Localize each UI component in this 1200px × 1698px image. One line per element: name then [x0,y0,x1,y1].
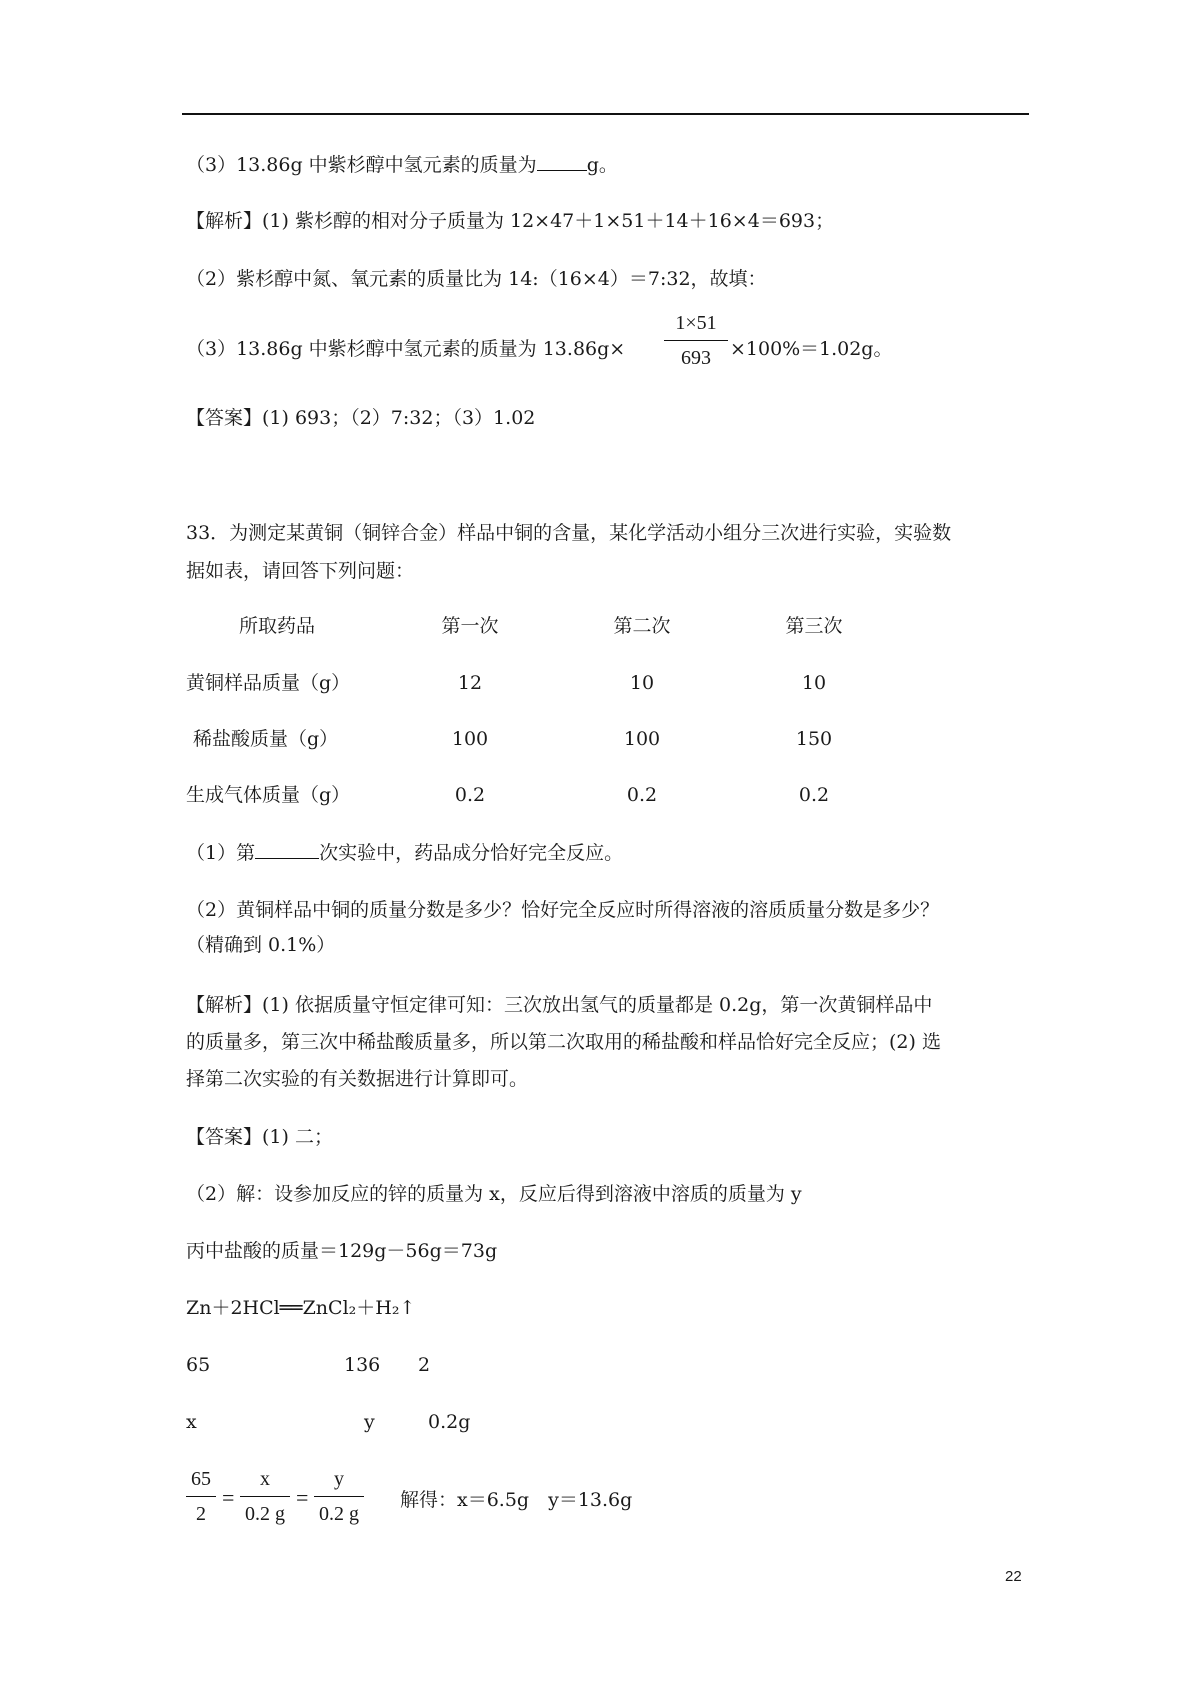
table-header: 所取药品 [238,615,315,637]
q32-analysis-3-post: ＝1.02g。 [800,338,893,360]
unknown-value: x [186,1411,197,1433]
proportion-denominator: 0.2 g [319,1503,359,1525]
table-row-label: 黄铜样品质量（g） [186,672,351,694]
table-cell: 100 [623,728,661,750]
table-header: 第三次 [785,615,843,637]
q33-q1-post: 次实验中，药品成分恰好完全反应。 [319,842,624,864]
table-cell: 150 [795,728,833,750]
table-row-label: 稀盐酸质量（g） [193,728,339,750]
q33-analysis-2: 的质量多，第三次中稀盐酸质量多，所以第二次取用的稀盐酸和样品恰好完全反应；(2) 选 [186,1031,941,1053]
table-cell: 10 [801,672,827,694]
fraction-numerator: 1×51 [675,312,717,334]
q33-answer-1: 【答案】(1) 二； [186,1126,333,1148]
q32-part3-text: （3）13.86g 中紫杉醇中氢元素的质量为 [186,154,537,176]
q33-analysis-3: 择第二次实验的有关数据进行计算即可。 [186,1068,529,1090]
equals-sign: = [222,1485,235,1510]
proportion-numerator: 65 [191,1468,211,1490]
answer-blank [537,150,587,171]
q33-q2-1: （2）黄铜样品中铜的质量分数是多少？恰好完全反应时所得溶液的溶质质量分数是多少？ [186,899,940,921]
fraction-hydrogen [664,310,728,371]
q32-analysis-1: 【解析】(1) 紫杉醇的相对分子质量为 12×47＋1×51＋14＋16×4＝693； [186,210,835,232]
fraction-bar [314,1496,364,1497]
proportion-fraction [240,1466,290,1527]
proportion-denominator: 2 [196,1503,206,1525]
table-cell: 10 [629,672,655,694]
table-cell: 0.2 [798,784,830,806]
molar-mass: 2 [418,1354,431,1376]
table-header: 第一次 [441,615,499,637]
equals-sign: = [296,1485,309,1510]
header-rule [182,113,1029,115]
table-header: 第二次 [613,615,671,637]
q33-stem-2: 据如表，请回答下列问题： [186,560,415,582]
q33-stem-1: 33．为测定某黄铜（铜锌合金）样品中铜的含量，某化学活动小组分三次进行实验，实验数 [186,522,952,544]
proportion-numerator: y [334,1468,344,1490]
q32-analysis-3-mid: ×100% [730,338,801,360]
table-cell: 0.2 [626,784,658,806]
fraction-bar [664,340,728,341]
q32-analysis-2: （2）紫杉醇中氮、氧元素的质量比为 14:（16×4）＝7:32，故填： [186,268,767,290]
q32-part3-end: g。 [586,154,618,176]
q32-analysis-3-pre: （3）13.86g 中紫杉醇中氢元素的质量为 13.86g× [186,338,626,360]
fraction-bar [186,1496,216,1497]
answer-blank [255,838,319,859]
fraction-denominator: 693 [681,347,711,369]
molar-mass: 65 [186,1354,211,1376]
q33-analysis-1: 【解析】(1) 依据质量守恒定律可知：三次放出氢气的质量都是 0.2g，第一次黄铜样品中 [186,994,933,1016]
proportion-fraction [186,1466,216,1527]
table-cell: 0.2 [454,784,486,806]
q33-answer-3: 丙中盐酸的质量＝129g－56g＝73g [186,1240,498,1262]
unknown-value: y [364,1411,375,1433]
proportion-fraction [314,1466,364,1527]
unknown-value: 0.2g [428,1411,471,1433]
page-number: 22 [1005,1568,1022,1585]
q33-q1-pre: （1）第 [186,842,256,864]
proportion-numerator: x [260,1468,270,1490]
fraction-bar [240,1496,290,1497]
q33-q2-2: （精确到 0.1%） [186,934,336,956]
q33-answer-2: （2）解：设参加反应的锌的质量为 x，反应后得到溶液中溶质的质量为 y [186,1183,802,1205]
table-cell: 12 [457,672,483,694]
chemical-equation: Zn＋2HCl══ZnCl₂＋H₂↑ [186,1297,416,1319]
q32-part3-line [186,150,618,178]
table-row-label: 生成气体质量（g） [186,784,351,806]
table-cell: 100 [451,728,489,750]
q32-answer: 【答案】(1) 693；（2）7:32；（3）1.02 [186,407,536,429]
solve-result: 解得：x＝6.5g y＝13.6g [400,1489,633,1511]
q33-q1-line [186,838,623,866]
molar-mass: 136 [344,1354,381,1376]
proportion-denominator: 0.2 g [245,1503,285,1525]
